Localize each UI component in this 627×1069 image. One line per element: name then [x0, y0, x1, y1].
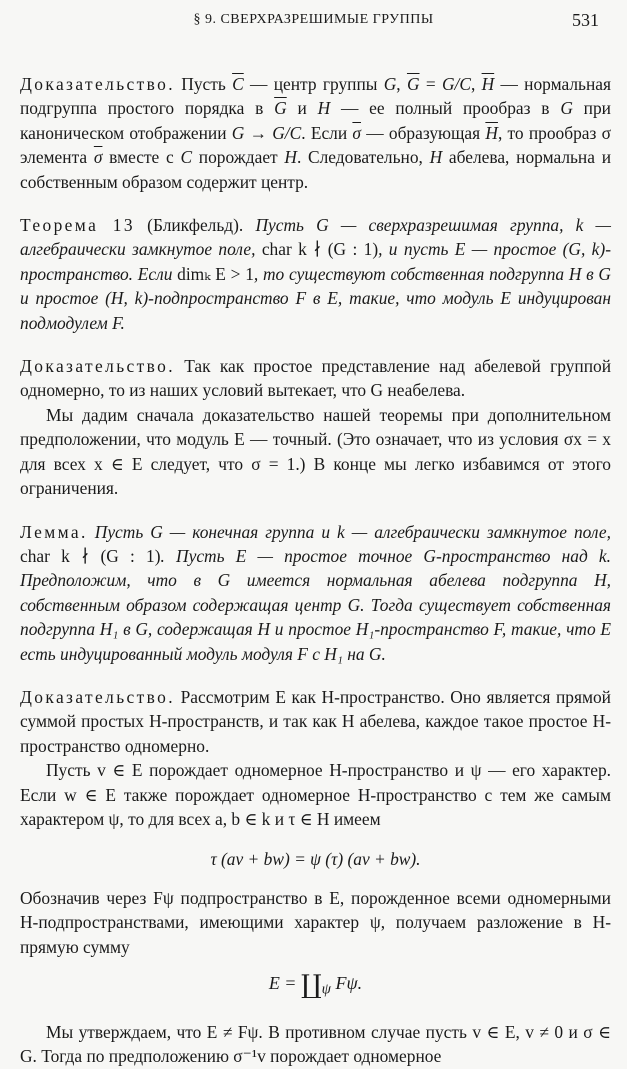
- theorem-13: Теорема 13 (Бликфельд). Пусть G — сверхразрешимая группа, k — алгебраически замкнутое поле, char k ∤ (G : 1), и пусть E — простое (G, k)-пространство. Если dimₖ E > 1, то существуют собственная подгруппа H в G и простое (H, k)-подпространство F в E, такие, что модуль E индуцирован подмодулем F.: [20, 215, 611, 333]
- proof-paragraph-3c: Обозначив через Fψ подпространство в E, порожденное всеми одномерными H-подпространствами, имеющими характер ψ, получаем разложение в H-прямую сумму: [20, 887, 611, 957]
- proof-paragraph-2: Доказательство. Так как простое представление над абелевой группой одномерно, то из наших условий вытекает, что G неабелева.: [20, 356, 611, 401]
- page-body: [20, 72, 611, 1069]
- proof-label: Доказательство.: [20, 74, 175, 94]
- page-number: 531: [572, 10, 599, 30]
- page-header: [28, 12, 599, 34]
- coproduct-symbol: ∐: [300, 970, 322, 999]
- running-title: § 9. СВЕРХРАЗРЕШИМЫЕ ГРУППЫ: [193, 12, 434, 27]
- proof-label: Доказательство.: [20, 356, 175, 377]
- proof-paragraph-3b: Пусть v ∈ E порождает одномерное H-пространство и ψ — его характер. Если w ∈ E также порождает одномерное H-пространство с тем же самым характером ψ, то для всех a, b ∈ k и τ ∈ H имеем: [20, 760, 611, 829]
- display-formula: τ (av + bw) = ψ (τ) (av + bw).: [210, 849, 421, 870]
- proof-paragraph-1: Доказательство. Пусть $\overline{C}$ — центр группы G, $\overline{G} = G/C$, $\overline{H}$ — нормальная подгруппа простого порядка в $\overline{G}$ и H — ее полный прообраз в G при каноническом отображении G → G/C. Если $\overline{\sigma}$ — образующая $\overline{H}$, то прообраз σ элемента $\overline{\sigma}$ вместе с C порождает H. Следовательно, H абелева, нормальна и собственным образом содержит центр.: [20, 74, 611, 192]
- proof-paragraph-3d: Мы утверждаем, что E ≠ Fψ. В противном случае пусть v ∈ E, v ≠ 0 и σ ∈ G. Тогда по предположению σ⁻¹v порождает одномерное: [20, 1022, 611, 1067]
- theorem-label: Теорема 13: [20, 215, 135, 236]
- lemma: Лемма. Пусть G — конечная группа и k — алгебраически замкнутое поле, char k ∤ (G : 1). Пусть E — простое точное G-пространство над k. Предположим, что в G имеется нормальная абелева подгруппа H, собственным образом содержащая центр G. Тогда существует собственная подгруппа H₁ в G, содержащая H и простое H₁-пространство F, такие, что E есть индуцированный модуль модуля F с H₁ на G.: [20, 521, 611, 664]
- lemma-label: Лемма.: [20, 521, 88, 542]
- direct-sum-formula: $E = ∐_\psi$ Fψ.: [268, 970, 363, 999]
- proof-paragraph-2b: Мы дадим сначала доказательство нашей теоремы при дополнительном предположении, что модуль E — точный. (Это означает, что из условия σx = x для всех x ∈ E следует, что σ = 1.) В конце мы легко избавимся от этого ограничения.: [20, 404, 611, 499]
- proof-paragraph-3: Доказательство. Рассмотрим E как H-пространство. Оно является прямой суммой простых H-пространств, и так как H абелева, каждое такое простое H-пространство одномерно.: [20, 686, 611, 756]
- proof-label: Доказательство.: [20, 686, 175, 707]
